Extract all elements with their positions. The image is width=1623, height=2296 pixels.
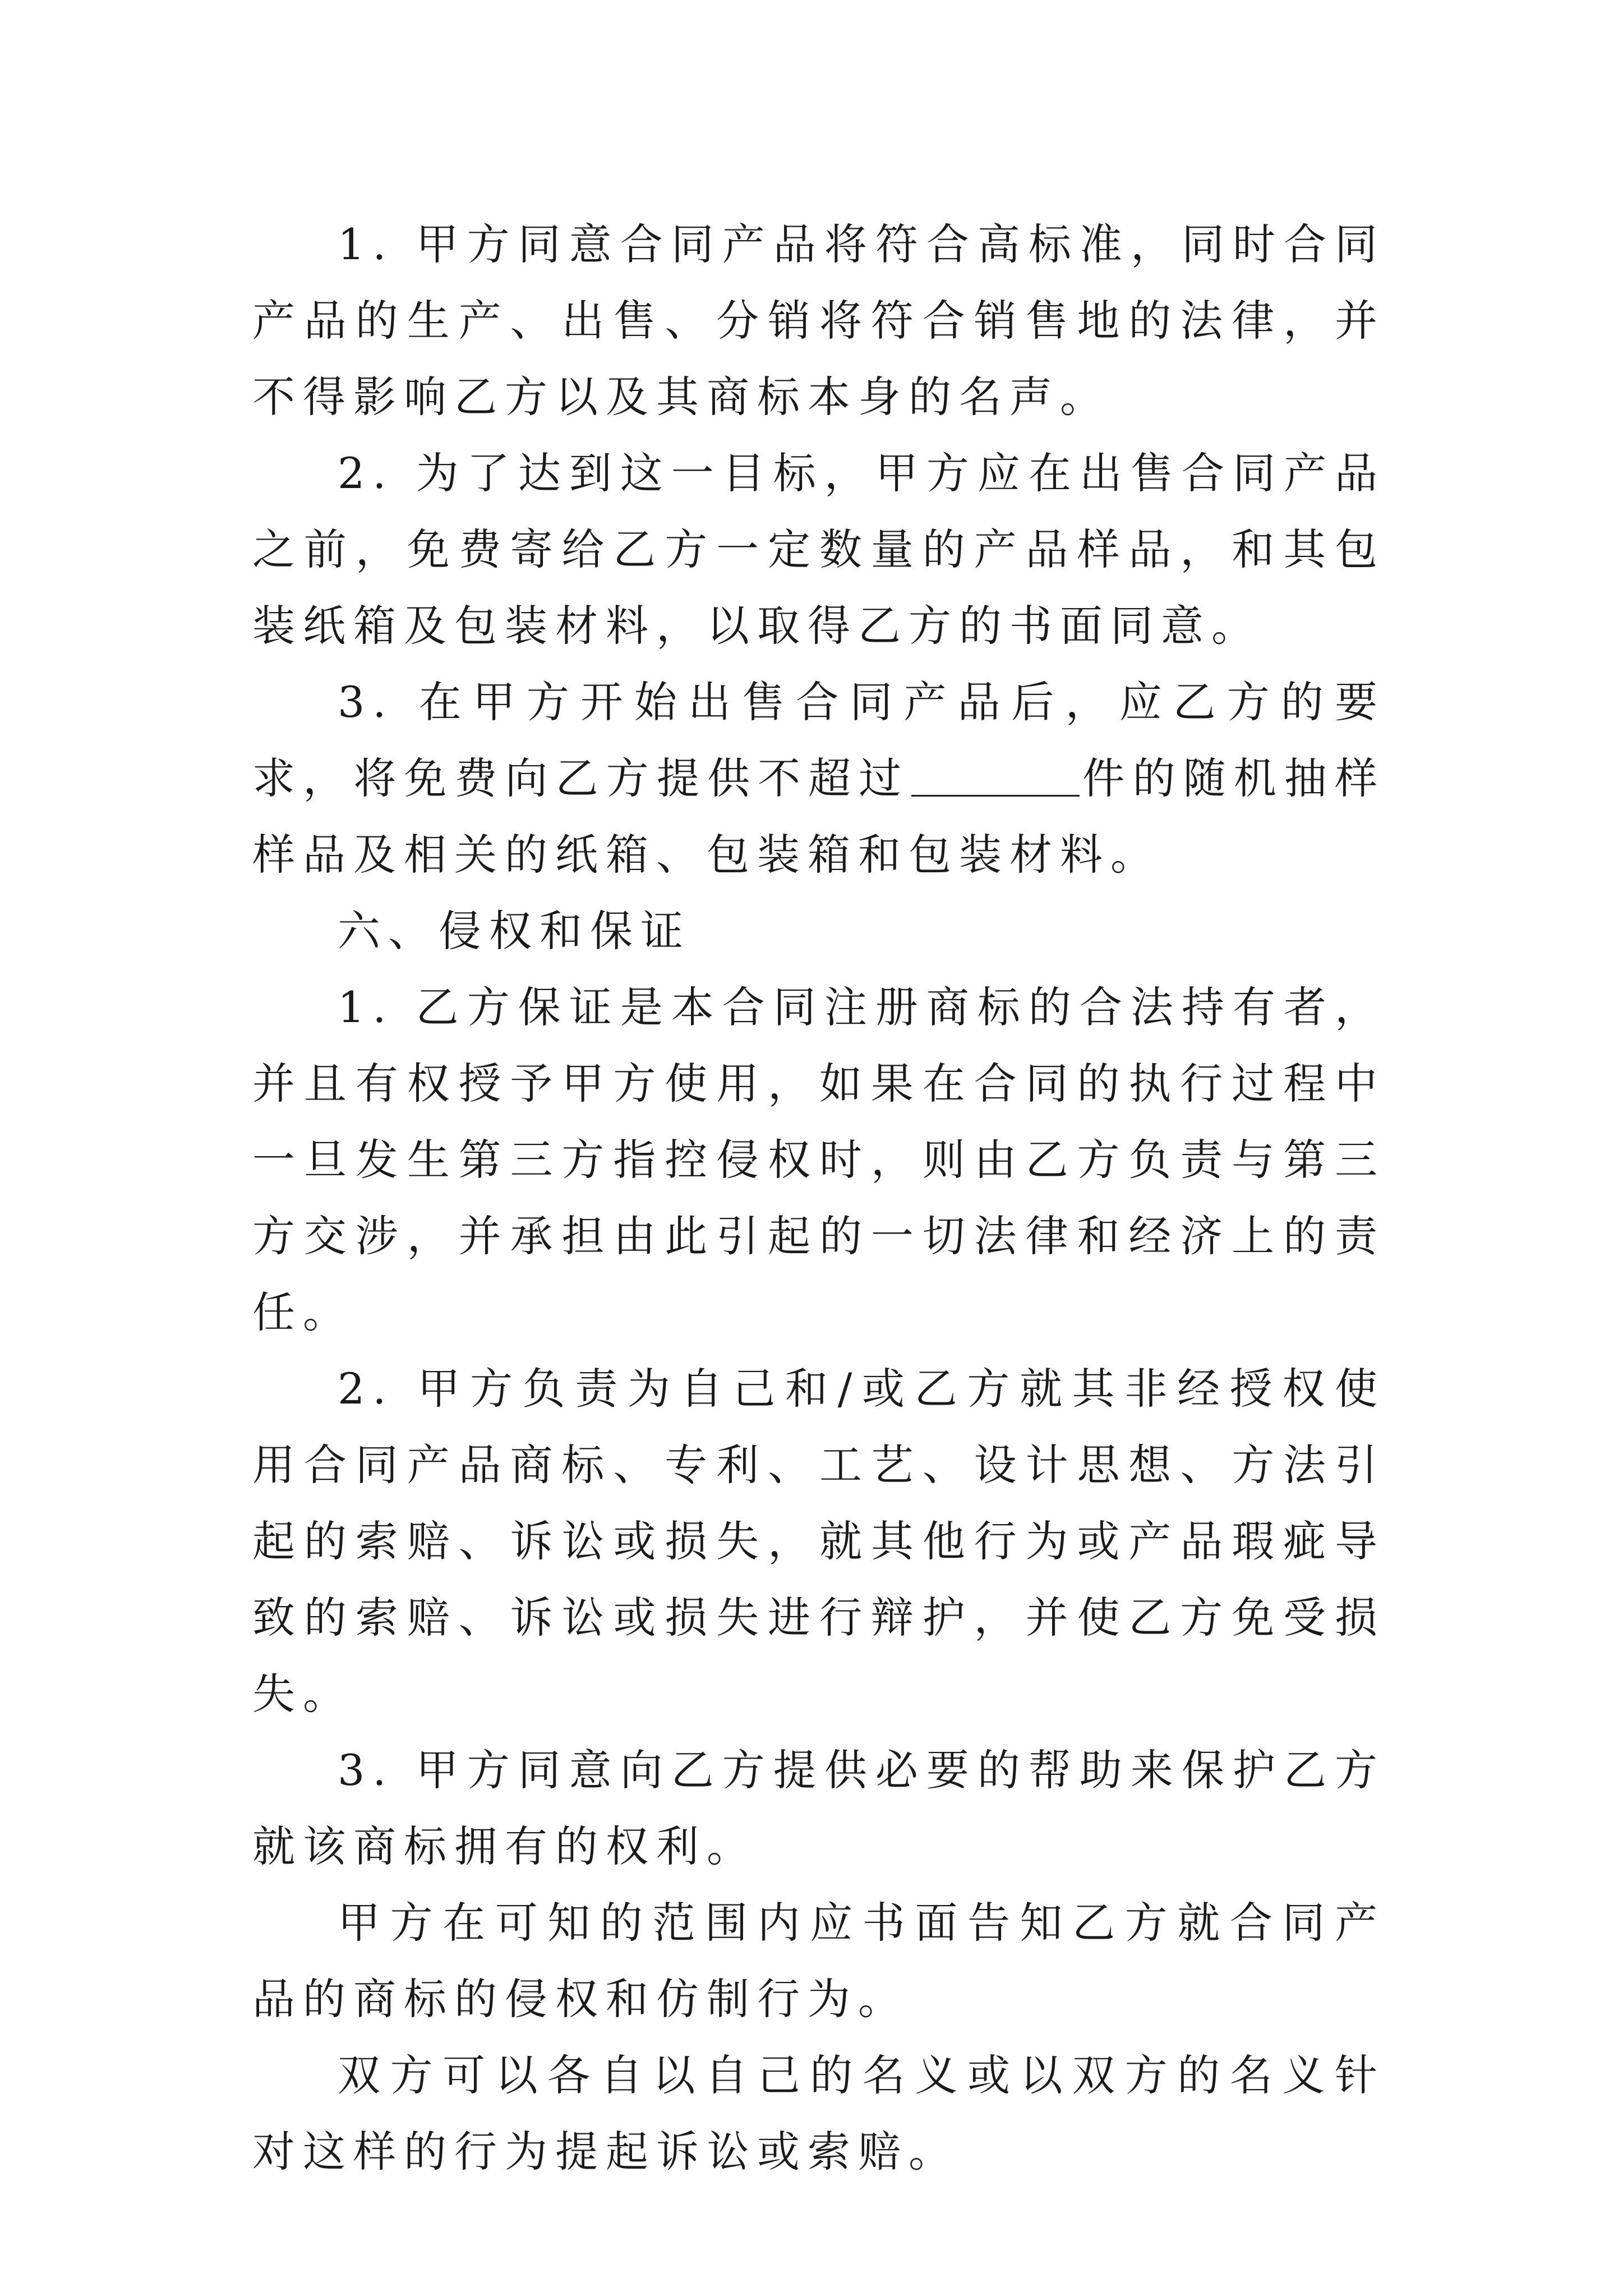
clause-quality-standard: 1. 甲方同意合同产品将符合高标准，同时合同产品的生产、出售、分销将符合销售地的法律，并不得影响乙方以及其商标本身的名声。 <box>252 219 1385 422</box>
clause-notification: 甲方在可知的范围内应书面告知乙方就合同产品的商标的侵权和仿制行为。 <box>252 1898 1385 2024</box>
clause-sample-approval: 2. 为了达到这一目标，甲方应在出售合同产品之前，免费寄给乙方一定数量的产品样品，和其包装纸箱及包装材料，以取得乙方的书面同意。 <box>252 448 1385 651</box>
clause-random-samples <box>252 664 1385 893</box>
clause-trademark-ownership: 1. 乙方保证是本合同注册商标的合法持有者，并且有权授予甲方使用，如果在合同的执行过程中一旦发生第三方指控侵权时，则由乙方负责与第三方交涉，并承担由此引起的一切法律和经济上的责任。 <box>252 982 1385 1337</box>
document-body <box>252 206 1385 2190</box>
quantity-blank <box>911 752 1080 797</box>
clause-litigation: 双方可以各自以自己的名义或以双方的名义针对这样的行为提起诉讼或索赔。 <box>252 2050 1385 2177</box>
section-heading-infringement: 六、侵权和保证 <box>338 906 691 956</box>
clause-assistance: 3. 甲方同意向乙方提供必要的帮助来保护乙方就该商标拥有的权利。 <box>252 1745 1385 1871</box>
clause-random-samples-before: 3. 在甲方开始出售合同产品后，应乙方的要求，将免费向乙方提供不超过 <box>252 677 1385 803</box>
clause-random-samples-after: 件的随机抽样样品及相关的纸箱、包装箱和包装材料。 <box>252 753 1386 880</box>
clause-defense-responsibility: 2. 甲方负责为自己和/或乙方就其非经授权使用合同产品商标、专利、工艺、设计思想、方法引起的索赔、诉讼或损失，就其他行为或产品瑕疵导致的索赔、诉讼或损失进行辩护，并使乙方免受损失。 <box>252 1364 1385 1719</box>
